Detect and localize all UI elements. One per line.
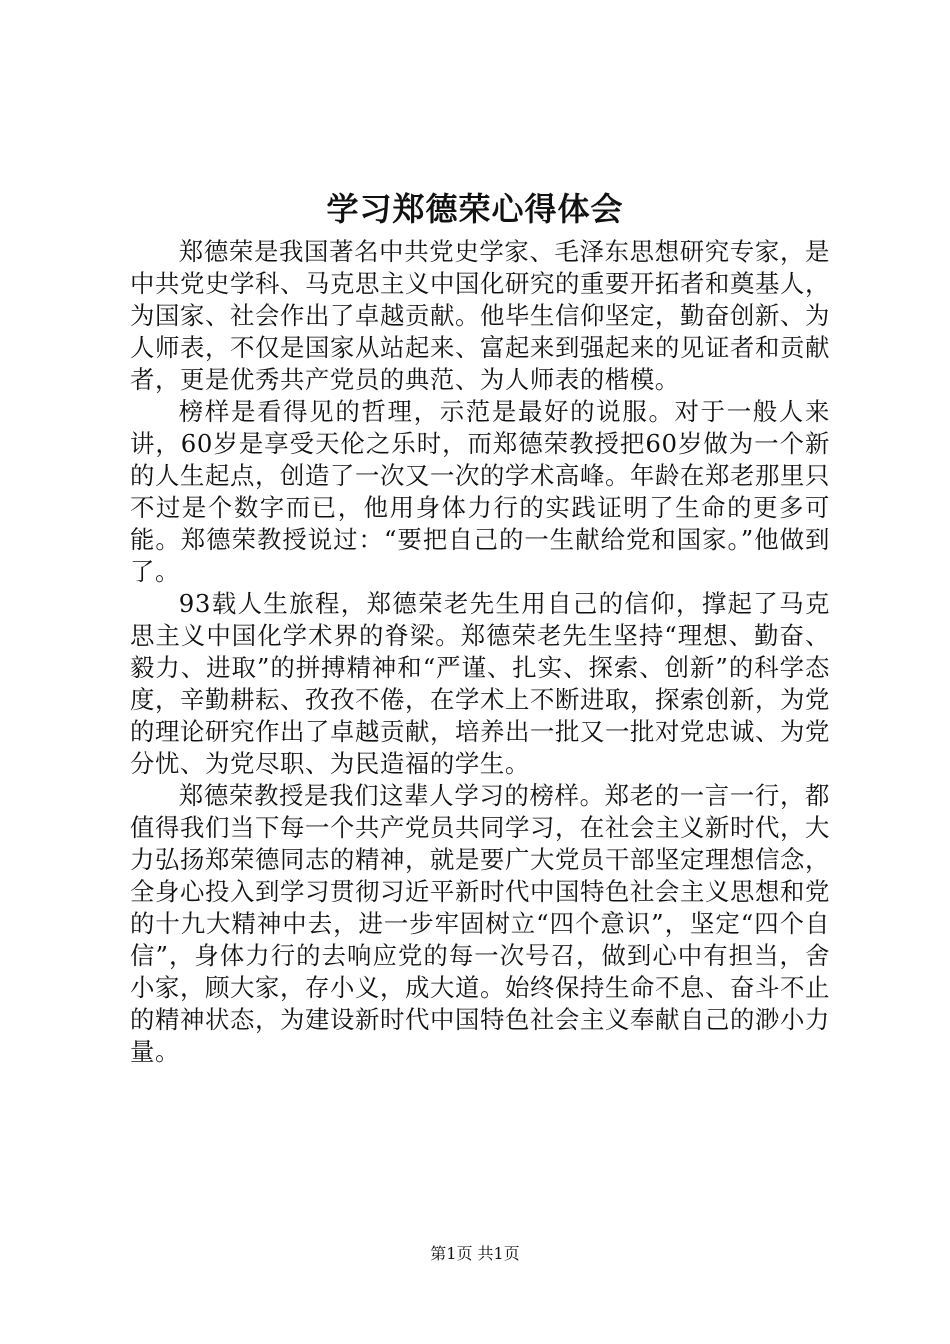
- document-title: 学习郑德荣心得体会: [326, 190, 624, 228]
- paragraph-3: 93载人生旅程，郑德荣老先生用自己的信仰，撑起了马克思主义中国化学术界的脊梁。郑德荣老先生坚持“理想、勤奋、毅力、进取”的拼搏精神和“严谨、扎实、探索、创新”的科学态度，辛勤耕耘、孜孜不倦，在学术上不断进取，探索创新，为党的理论研究作出了卓越贡献，培养出一批又一批对党忠诚、为党分忧、为党尽职、为民造福的学生。: [130, 589, 830, 778]
- document-body: [130, 236, 830, 1068]
- paragraph-2: 榜样是看得见的哲理，示范是最好的说服。对于一般人来讲，60岁是享受天伦之乐时，而郑德荣教授把60岁做为一个新的人生起点，创造了一次又一次的学术高峰。年龄在郑老那里只不过是个数字而已，他用身体力行的实践证明了生命的更多可能。郑德荣教授说过：“要把自己的一生献给党和国家。”他做到了。: [130, 397, 830, 586]
- paragraph-1: 郑德荣是我国著名中共党史学家、毛泽东思想研究专家，是中共党史学科、马克思主义中国化研究的重要开拓者和奠基人，为国家、社会作出了卓越贡献。他毕生信仰坚定，勤奋创新、为人师表，不仅是国家从站起来、富起来到强起来的见证者和贡献者，更是优秀共产党员的典范、为人师表的楷模。: [130, 237, 830, 394]
- paragraph-4: 郑德荣教授是我们这辈人学习的榜样。郑老的一言一行，都值得我们当下每一个共产党员共同学习，在社会主义新时代，大力弘扬郑荣德同志的精神，就是要广大党员干部坚定理想信念，全身心投入到学习贯彻习近平新时代中国特色社会主义思想和党的十九大精神中去，进一步牢固树立“四个意识”，坚定“四个自信”，身体力行的去响应党的每一次号召，做到心中有担当，舍小家，顾大家，存小义，成大道。始终保持生命不息、奋斗不止的精神状态，为建设新时代中国特色社会主义奉献自己的渺小力量。: [130, 781, 830, 1066]
- page-footer: 第1页 共1页: [430, 1244, 520, 1263]
